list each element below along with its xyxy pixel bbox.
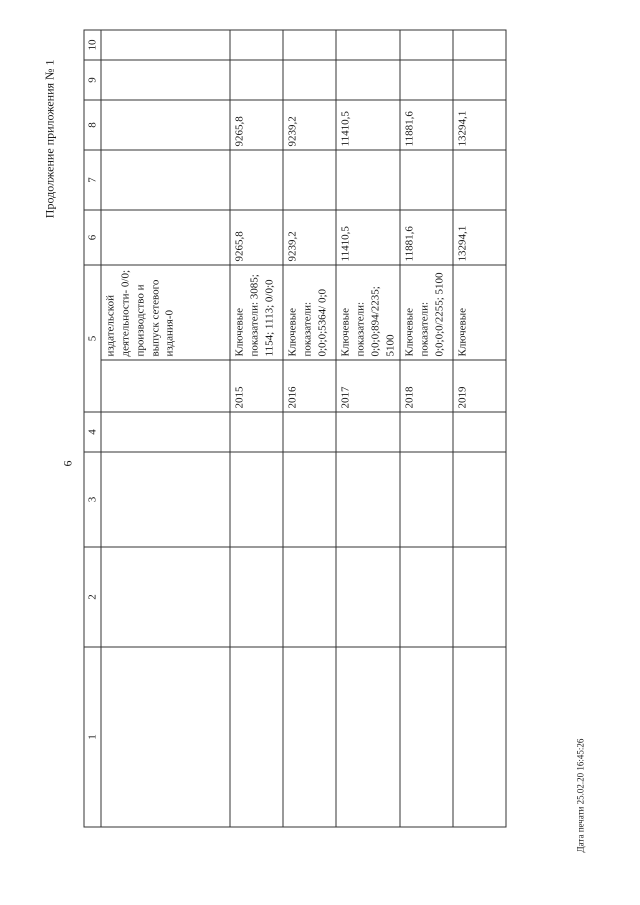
header-cell: 6 [84,210,101,265]
indicators-cell: Ключевые показатели: 3085; 1154; 1113; 0/0;0 [230,265,283,360]
value-cell: 11410,5 [336,210,400,265]
table-row [283,30,336,827]
header-cell: 5 [84,265,101,412]
indicators-cell: Ключевые показатели: 0;0;0;0/2255; 5100 [400,265,453,360]
value-cell: 13294,1 [453,100,506,150]
value-cell: 9265,8 [230,100,283,150]
indicators-cell: Ключевые показатели: 0;0;0;894/2235; 5100 [336,265,400,360]
table-row [101,30,230,827]
value-cell: 9239,2 [283,210,336,265]
value-cell: 11881,6 [400,210,453,265]
table-row [336,30,400,827]
page-number: 6 [60,460,74,467]
header-cell: 7 [84,150,101,210]
header-cell: 8 [84,100,101,150]
header-cell: 10 [84,30,101,60]
indicators-cell: издательской деятельности- 0/0; производство и выпуск сетевого издания-0 [101,265,230,360]
value-cell: 13294,1 [453,210,506,265]
value-cell: 9265,8 [230,210,283,265]
indicators-cell: Ключевые [453,265,506,360]
header-row [84,30,101,827]
print-date: Дата печати 25.02.20 16:45:26 [575,738,585,853]
year-cell [101,360,230,412]
table-row [400,30,453,827]
header-cell: 3 [84,452,101,547]
value-cell: 11410,5 [336,100,400,150]
header-cell: 2 [84,547,101,647]
header-cell: 4 [84,412,101,452]
header-cell: 9 [84,60,101,100]
year-cell: 2019 [453,360,506,412]
year-cell: 2016 [283,360,336,412]
value-cell: 11881,6 [400,100,453,150]
value-cell [101,210,230,265]
table-row [453,30,506,827]
year-cell: 2017 [336,360,400,412]
value-cell: 9239,2 [283,100,336,150]
appendix-label: Продолжение приложения № 1 [42,59,56,219]
table-row [230,30,283,827]
year-cell: 2015 [230,360,283,412]
value-cell [101,100,230,150]
header-cell: 1 [84,647,101,827]
indicators-cell: Ключевые показатели: 0;0;0;5364/ 0;0 [283,265,336,360]
year-cell: 2018 [400,360,453,412]
data-table [83,30,506,828]
